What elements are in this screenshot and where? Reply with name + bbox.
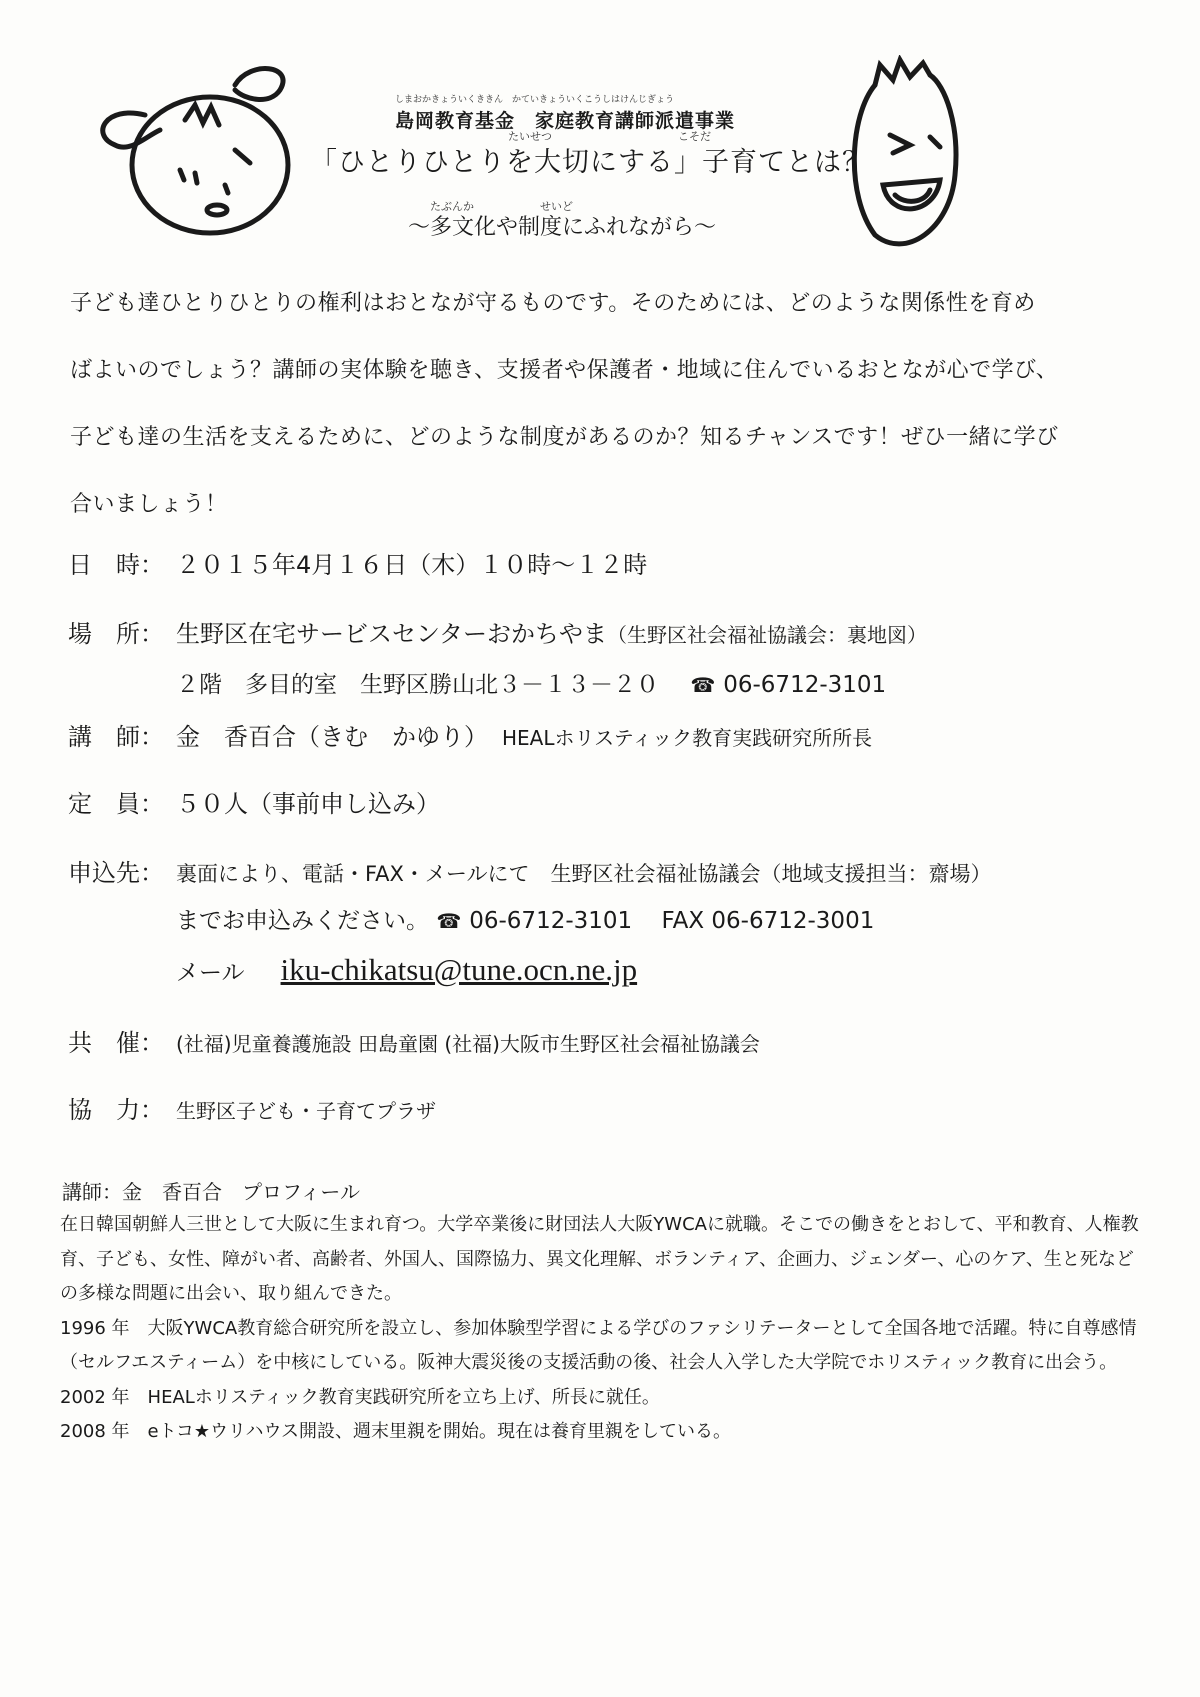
place-tel: 06-6712-3101: [723, 672, 887, 698]
apply-value: 裏面により、電話・FAX・メールにて 生野区社会福祉協議会（地域支援担当：齋場）: [176, 862, 992, 886]
subtitle: ～多文化や制度にふれながら～: [408, 215, 717, 240]
apply-row: [68, 853, 991, 888]
place-label: 場 所：: [68, 620, 164, 648]
mail-label: メール: [176, 960, 245, 986]
profile-paragraph: 1996 年 大阪YWCA教育総合研究所を設立し、参加体験型学習による学びのファシリテーターとして全国各地で活躍。特に自尊感情（セルフエスティーム）を中核にしている。阪神大震災後の支援活動の後、社会人入学した大学院でホリスティック教育に出会う。: [60, 1317, 1137, 1373]
main-title: 「ひとりひとりを大切にする」子育てとは？: [310, 147, 870, 178]
lecturer-note: HEALホリスティック教育実践研究所所長: [502, 726, 873, 750]
apply-fax: FAX 06-6712-3001: [661, 908, 875, 934]
mail-row: [176, 952, 637, 988]
intro-line: 子ども達ひとりひとりの権利はおとなが守るものです。そのためには、どのような関係性を育め: [70, 291, 1036, 316]
date-value: ２０１５年4月１６日（木）１０時～１２時: [176, 551, 648, 579]
place-address: ２階 多目的室 生野区勝山北３－１３－２０: [176, 672, 659, 698]
date-label: 日 時：: [68, 551, 164, 579]
profile-paragraph: 2008 年 eトコ★ウリハウス開設、週末里親を開始。現在は養育里親をしている。: [60, 1421, 731, 1442]
place-note: （生野区社会福祉協議会：裏地図）: [607, 623, 928, 647]
intro-line: 合いましょう！: [70, 492, 228, 517]
capacity-value: ５０人（事前申し込み）: [176, 790, 440, 818]
support-value: 生野区子ども・子育てプラザ: [176, 1099, 436, 1123]
support-row: [68, 1090, 436, 1125]
capacity-label: 定 員：: [68, 790, 164, 818]
place-address-row: [176, 666, 886, 699]
apply-contact-row: [176, 902, 874, 935]
profile-text: [60, 1208, 1150, 1450]
organizer-ruby: しまおかきょういくききん かていきょういくこうしはけんじぎょう: [395, 95, 675, 105]
place-value: 生野区在宅サービスセンターおかちやま: [176, 620, 608, 648]
date-row: [68, 545, 647, 580]
apply-label: 申込先：: [68, 859, 164, 887]
lecturer-label: 講 師：: [68, 723, 164, 751]
apply-tel: 06-6712-3101: [469, 908, 633, 934]
email-link[interactable]: iku-chikatsu@tune.ocn.ne.jp: [280, 952, 638, 987]
phone-icon: ☎: [436, 909, 462, 933]
girl-face-illustration: [85, 45, 305, 245]
profile-paragraph: 2002 年 HEALホリスティック教育実践研究所を立ち上げ、所長に就任。: [60, 1386, 660, 1408]
lecturer-row: [68, 717, 872, 752]
cohost-value: (社福)児童養護施設 田島童園 (社福)大阪市生野区社会福祉協議会: [176, 1032, 760, 1056]
capacity-row: [68, 784, 440, 819]
organizer-text: 島岡教育基金 家庭教育講師派遣事業: [395, 110, 736, 132]
title-ruby-1: たいせつ: [508, 130, 552, 143]
subtitle-ruby-1: たぶんか: [430, 200, 474, 213]
organizer-heading: [395, 92, 735, 133]
place-row: [68, 614, 927, 649]
cohost-label: 共 催：: [68, 1029, 164, 1057]
subtitle-ruby-2: せいど: [540, 200, 573, 213]
profile-heading: 講師：金 香百合 プロフィール: [62, 1180, 360, 1204]
apply-text: までお申込みください。: [176, 908, 429, 934]
intro-line: ばよいのでしょう？講師の実体験を聴き、支援者や保護者・地域に住んでいるおとなが心で学び、: [70, 358, 1059, 383]
phone-icon: ☎: [690, 673, 716, 697]
intro-paragraph: [70, 270, 1150, 538]
support-label: 協 力：: [68, 1096, 164, 1124]
lecturer-value: 金 香百合（きむ かゆり）: [176, 723, 488, 751]
title-ruby-2: こそだ: [678, 130, 711, 143]
cohost-row: [68, 1023, 760, 1058]
intro-line: 子ども達の生活を支えるために、どのような制度があるのか？知るチャンスです！ぜひ一緒に学び: [70, 425, 1059, 450]
profile-paragraph: 在日韓国朝鮮人三世として大阪に生まれ育つ。大学卒業後に財団法人大阪YWCAに就職。そこでの働きをとおして、平和教育、人権教育、子ども、女性、障がい者、高齢者、外国人、国際協力、異文化理解、ボランティア、企画力、ジェンダー、心のケア、生と死などの多様な問題に出会い、取り組んできた。: [60, 1214, 1139, 1304]
